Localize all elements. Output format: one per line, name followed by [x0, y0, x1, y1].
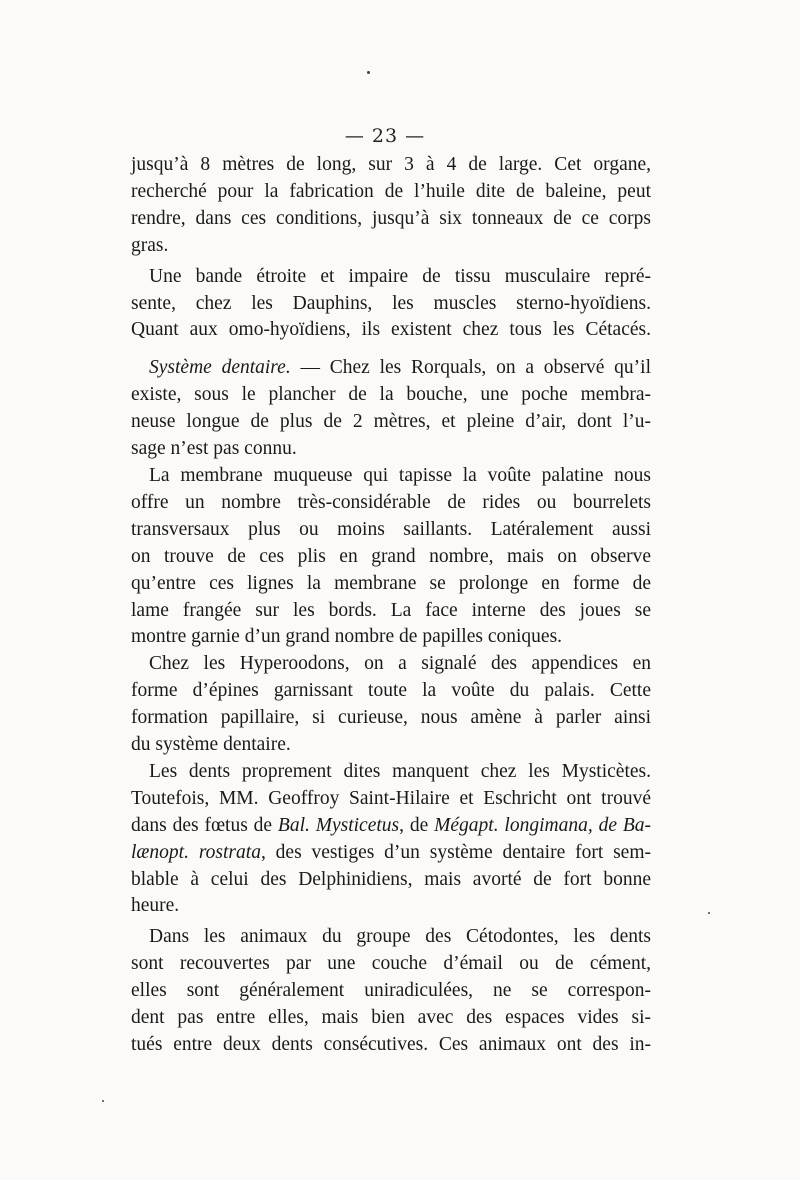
paragraph-1: [131, 152, 651, 260]
text-line: heure.: [131, 895, 180, 917]
text-run: dans des fœtus de: [131, 814, 278, 836]
text-line: montre garnie d’un grand nombre de papilles coniques.: [131, 626, 563, 648]
body-text: [131, 152, 651, 1059]
text-line: sage n’est pas connu.: [131, 438, 297, 460]
text-line: blable à celui des Delphinidiens, mais avorté de fort bonne: [131, 868, 651, 890]
text-line: Les dents proprement dites manquent chez les Mysticètes.: [149, 760, 651, 782]
paragraph-3: [131, 355, 651, 463]
text-line: neuse longue de plus de 2 mètres, et pleine d’air, dont l’u-: [131, 411, 651, 433]
print-speck: [102, 1100, 104, 1102]
text-line: [131, 355, 651, 382]
print-speck: [708, 912, 710, 914]
text-line: Quant aux omo-hyoïdiens, ils existent chez tous les Cétacés.: [131, 319, 651, 341]
text-line: [131, 813, 651, 840]
paragraph-7: [131, 924, 651, 1059]
species-name: lænopt. rostrata: [131, 841, 261, 863]
text-line: gras.: [131, 234, 169, 256]
text-line: sente, chez les Dauphins, les muscles sterno-hyoïdiens.: [131, 292, 651, 314]
text-line: formation papillaire, si curieuse, nous amène à parler ainsi: [131, 707, 651, 729]
print-speck: [367, 71, 370, 74]
species-name: Bal. Mysticetus: [277, 814, 400, 836]
paragraph-6: [131, 759, 651, 920]
text-line: recherché pour la fabrication de l’huile dite de baleine, peut: [131, 180, 651, 202]
text-line: lame frangée sur les bords. La face interne des joues se: [131, 599, 651, 621]
text-line: La membrane muqueuse qui tapisse la voûte palatine nous: [149, 464, 651, 486]
species-name: Mégapt. longimana, de Ba-: [434, 814, 651, 836]
text-line: rendre, dans ces conditions, jusqu’à six tonneaux de ce corps: [131, 207, 651, 229]
text-line: transversaux plus ou moins saillants. Latéralement aussi: [131, 518, 651, 540]
text-line: Toutefois, MM. Geoffroy Saint-Hilaire et Eschricht ont trouvé: [131, 787, 651, 809]
text-line: jusqu’à 8 mètres de long, sur 3 à 4 de large. Cet organe,: [131, 154, 651, 175]
text-line: tués entre deux dents consécutives. Ces animaux ont des in-: [131, 1034, 651, 1055]
paragraph-2: [131, 264, 651, 345]
text-run: , de: [399, 814, 435, 836]
text-line: existe, sous le plancher de la bouche, une poche membra-: [131, 384, 651, 406]
text-line: Une bande étroite et impaire de tissu musculaire repré-: [149, 265, 651, 287]
text-line: forme d’épines garnissant toute la voûte du palais. Cette: [131, 680, 651, 702]
text-line: du système dentaire.: [131, 734, 291, 756]
section-heading: Système dentaire.: [149, 357, 291, 379]
text-line: offre un nombre très-considérable de rides ou bourrelets: [131, 491, 651, 513]
paragraph-5: [131, 651, 651, 759]
text-line: Chez les Hyperoodons, on a signalé des appendices en: [149, 653, 651, 675]
text-line: qu’entre ces lignes la membrane se prolonge en forme de: [131, 572, 651, 594]
page-number: — 23 —: [344, 125, 426, 147]
text-line: on trouve de ces plis en grand nombre, mais on observe: [131, 545, 651, 567]
text-run: — Chez les Rorquals, on a observé qu’il: [290, 357, 651, 379]
paragraph-4: [131, 463, 651, 651]
text-line: dent pas entre elles, mais bien avec des espaces vides si-: [131, 1007, 651, 1029]
text-line: elles sont généralement uniradiculées, ne se correspon-: [131, 980, 651, 1002]
text-line: Dans les animaux du groupe des Cétodontes, les dents: [149, 926, 651, 948]
text-run: , des vestiges d’un système dentaire fort sem-: [260, 841, 651, 863]
text-line: [131, 840, 651, 867]
text-line: sont recouvertes par une couche d’émail ou de cément,: [131, 953, 651, 975]
